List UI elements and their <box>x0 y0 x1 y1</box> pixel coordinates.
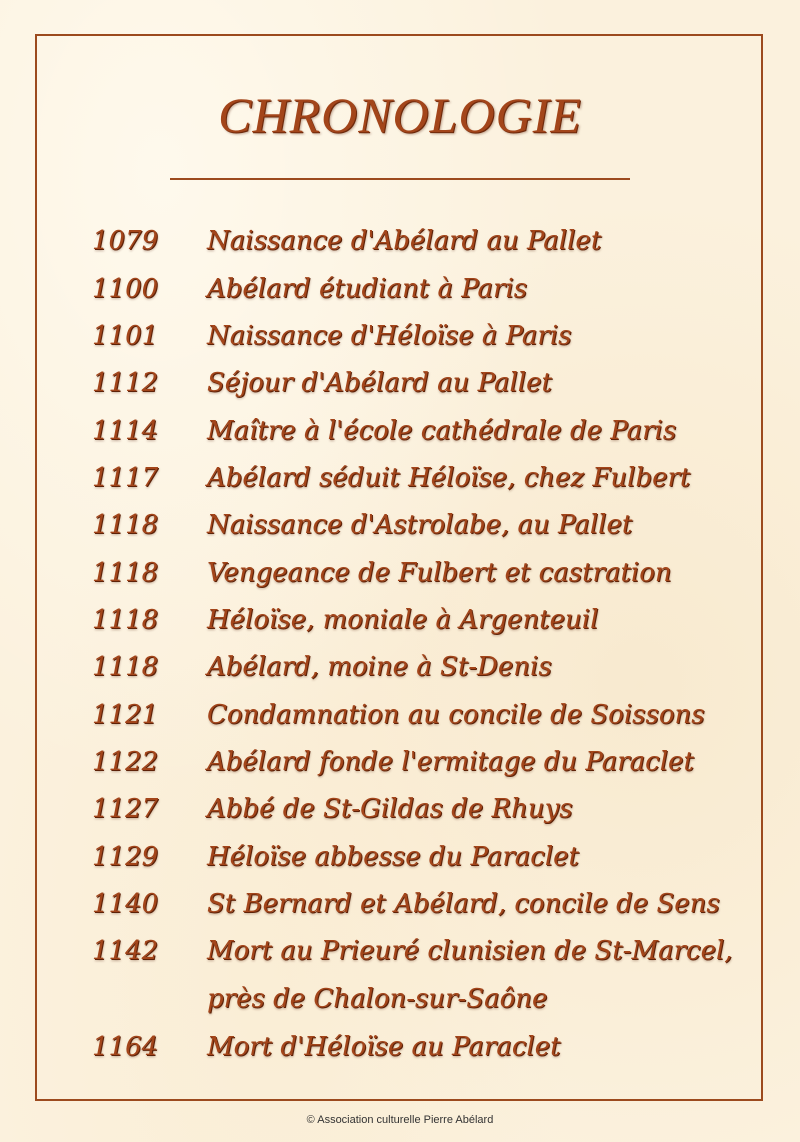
chronology-entry <box>0 366 800 412</box>
entry-event: Naissance d'Astrolabe, au Pallet <box>207 510 633 540</box>
entry-event: Naissance d'Héloïse à Paris <box>207 321 572 351</box>
chronology-entry <box>0 698 800 744</box>
entry-event: Mort d'Héloïse au Paraclet <box>207 1032 561 1062</box>
entry-event: Héloïse abbesse du Paraclet <box>207 842 579 872</box>
entry-year: 1164 <box>92 1032 159 1062</box>
entry-year: 1129 <box>92 842 159 872</box>
chronology-entry <box>0 508 800 554</box>
entry-year: 1122 <box>92 747 159 777</box>
entry-event: Abélard fonde l'ermitage du Paraclet <box>207 747 694 777</box>
chronology-entry <box>0 792 800 838</box>
entry-year: 1121 <box>92 700 159 730</box>
chronology-entry <box>0 650 800 696</box>
entry-event: St Bernard et Abélard, concile de Sens <box>207 889 720 919</box>
entry-year: 1118 <box>92 558 159 588</box>
entry-year: 1101 <box>92 321 159 351</box>
chronology-entry <box>0 1030 800 1076</box>
chronology-entry <box>0 745 800 791</box>
entry-year: 1118 <box>92 652 159 682</box>
entry-year: 1100 <box>92 274 159 304</box>
entry-year: 1079 <box>92 226 159 256</box>
entry-event: Abélard séduit Héloïse, chez Fulbert <box>207 463 691 493</box>
entry-event: Héloïse, moniale à Argenteuil <box>207 605 599 635</box>
entry-year: 1117 <box>92 463 159 493</box>
entry-year: 1140 <box>92 889 159 919</box>
entry-event: Condamnation au concile de Soissons <box>207 700 705 730</box>
copyright-footer: © Association culturelle Pierre Abélard <box>306 1114 494 1126</box>
entry-year: 1118 <box>92 510 159 540</box>
chronology-entry <box>0 556 800 602</box>
entry-event: Vengeance de Fulbert et castration <box>207 558 672 588</box>
title-underline <box>170 178 630 180</box>
chronology-entry <box>0 603 800 649</box>
chronology-entry <box>0 887 800 933</box>
chronology-entry <box>0 319 800 365</box>
entry-event-line1: Mort au Prieuré clunisien de St-Marcel, <box>207 936 733 966</box>
entry-year: 1127 <box>92 794 159 824</box>
entry-event: Naissance d'Abélard au Pallet <box>207 226 602 256</box>
chronology-entry <box>0 272 800 318</box>
entry-event: Abbé de St-Gildas de Rhuys <box>207 794 573 824</box>
chronology-entry <box>0 461 800 507</box>
chronology-entry <box>0 224 800 270</box>
entry-event: Abélard étudiant à Paris <box>207 274 528 304</box>
entry-event: Séjour d'Abélard au Pallet <box>207 368 552 398</box>
entry-year: 1142 <box>92 936 159 966</box>
page-title: CHRONOLOGIE <box>218 87 582 143</box>
chronology-entry <box>0 840 800 886</box>
entry-event: Maître à l'école cathédrale de Paris <box>207 416 677 446</box>
entry-event <box>207 934 767 1016</box>
entry-event: Abélard, moine à St-Denis <box>207 652 552 682</box>
entry-year: 1114 <box>92 416 159 446</box>
entry-year: 1118 <box>92 605 159 635</box>
chronology-entry <box>0 934 800 1028</box>
entry-event-line2: près de Chalon-sur-Saône <box>207 984 548 1014</box>
entry-year: 1112 <box>92 368 159 398</box>
chronology-entry <box>0 414 800 460</box>
